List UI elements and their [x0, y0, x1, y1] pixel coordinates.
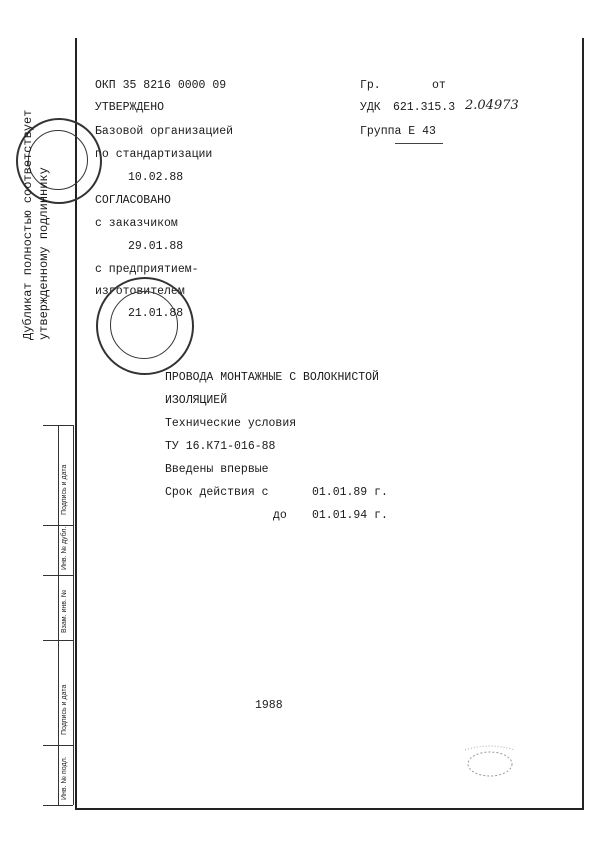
seal-stamp-lower [96, 277, 194, 375]
validity-label: Срок действия с [165, 486, 269, 499]
agreed-heading: СОГЛАСОВАНО [95, 194, 171, 207]
side-note-line1: Дубликат полностью соответствует [21, 109, 35, 340]
agreed-enterprise-line1: с предприятием- [95, 263, 199, 276]
agreed-enterprise-line2: изготовителем [95, 285, 185, 298]
udk-handwritten: 2.04973 [465, 98, 519, 113]
okp-code: ОКП 35 8216 0000 09 [95, 79, 227, 92]
group-code: Группа Е 43 [360, 125, 436, 138]
group-underline [395, 143, 443, 144]
doc-spec-number: ТУ 16.К71-016-88 [165, 440, 276, 453]
udk-label: УДК [360, 101, 381, 114]
doc-title-line2: ИЗОЛЯЦИЕЙ [165, 394, 228, 407]
approved-date: 10.02.88 [128, 171, 184, 184]
doc-introduced: Введены впервые [165, 463, 269, 476]
faint-stamp-mark [455, 740, 525, 785]
ot-label: от [432, 79, 446, 92]
strip-label-duplicate-inv: Инв. № дубл. [61, 526, 68, 570]
doc-year: 1988 [255, 699, 283, 712]
agreed-customer: с заказчиком [95, 217, 178, 230]
side-note-line2: утвержденному подлиннику [37, 167, 51, 340]
strip-label-replacement-inv: Взам. инв. № [61, 589, 68, 633]
validity-to: 01.01.94 г. [312, 509, 388, 522]
approved-org-line1: Базовой организацией [95, 125, 234, 138]
agreed-enterprise-date: 21.01.88 [128, 307, 184, 320]
approved-heading: УТВЕРЖДЕНО [95, 101, 165, 114]
strip-label-signature-date: Подпись и дата [61, 464, 68, 515]
record-strip [43, 425, 73, 805]
agreed-customer-date: 29.01.88 [128, 240, 184, 253]
gr-label: Гр. [360, 79, 381, 92]
strip-label-original-inv: Инв. № подл. [61, 756, 68, 800]
strip-label-signature-date-2: Подпись и дата [61, 684, 68, 735]
udk-value: 621.315.3 [393, 101, 456, 114]
validity-to-label: до [273, 509, 287, 522]
approved-org-line2: по стандартизации [95, 148, 213, 161]
doc-subtitle: Технические условия [165, 417, 297, 430]
doc-title-line1: ПРОВОДА МОНТАЖНЫЕ С ВОЛОКНИСТОЙ [165, 371, 379, 384]
validity-from: 01.01.89 г. [312, 486, 388, 499]
